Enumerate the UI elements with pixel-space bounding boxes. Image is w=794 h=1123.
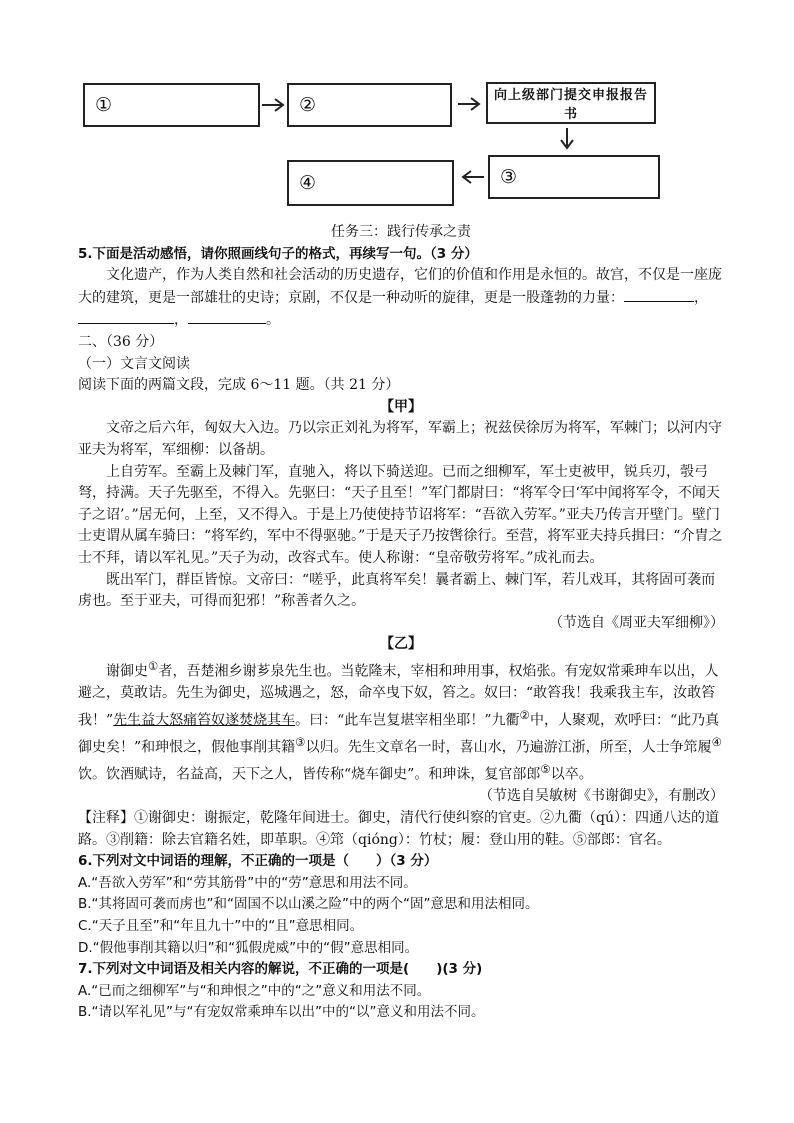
q6-option-a: A.“吾欲入劳军”和“劳其筋骨”中的“劳”意思和用法不同。: [78, 874, 417, 891]
document-body: [78, 222, 724, 1024]
flow-box-3-label: ③: [500, 166, 518, 188]
yi-text-f: 以归。先生文章名一时，喜山水，乃遍游江浙，所至，人士争筇履: [305, 739, 712, 756]
q5-blank-2[interactable]: [78, 309, 174, 324]
flow-box-4-label: ④: [299, 172, 317, 194]
flow-box-2-label: ②: [299, 94, 317, 116]
q6-option-d: D.“假他事削其籍以归”和“狐假虎威”中的“假”意思相同。: [78, 939, 419, 956]
jia-label: 【甲】: [380, 398, 422, 415]
notes: 【注释】①谢御史：谢振定，乾隆年间进士。御史，清代行使纠察的官吏。②九衢（qú）：四通八达的道路。③削籍：除去官籍名姓，即革职。④筇（qióng）：竹杖；履：登山用的鞋。⑤部郎：官名。: [78, 810, 719, 848]
section2-sub1: （一）文言文阅读: [78, 355, 190, 372]
yi-label: 【乙】: [380, 636, 422, 653]
yi-text-e: 中，人聚观，欢呼曰：“此乃真御史矣！”和珅恨之，假他事削其籍: [78, 712, 720, 756]
flow-box-4: [287, 160, 454, 206]
arrow-right-icon: [260, 95, 288, 115]
yi-text-a: 谢御史: [106, 663, 148, 680]
section2-instruction: 阅读下面的两篇文段，完成 6～11 题。（共 21 分）: [78, 377, 400, 394]
yi-underlined-sentence: 先生益大怒痛笞奴遂焚烧其车: [113, 712, 296, 729]
q5-passage-text: 文化遗产，作为人类自然和社会活动的历史遗存，它们的价值和作用是永恒的。故宫，不仅是一座庞大的建筑，更是一部雄壮的史诗；京剧，不仅是一种动听的旋律，更是一股蓬勃的力量：: [78, 267, 722, 306]
q7-option-b: B.“请以军礼见”与“有宠奴常乘珅车以出”中的“以”意义和用法不同。: [78, 1004, 485, 1021]
arrow-right-icon: [456, 94, 484, 114]
flow-box-report-label: 向上级部门提交申报报告书: [493, 88, 648, 122]
section2-heading: 二、（36 分）: [78, 333, 164, 350]
jia-paragraph-3: 既出军门，群臣皆惊。文帝曰：“嗟乎，此真将军矣！曩者霸上、棘门军，若儿戏耳，其将固可袭而虏也。至于亚夫，可得而犯邪！”称善者久之。: [78, 571, 716, 610]
jia-paragraph-2: 上自劳军。至霸上及棘门军，直驰入，将以下骑送迎。已而之细柳军，军士吏被甲，锐兵刃，彀弓弩，持满。天子先驱至，不得入。先驱曰：“天子且至！”军门都尉曰：“将军令曰‘军中闻将军令，不闻天子之诏’。”居无何，上至，又不得入。于是上乃使使持节诏将军：“吾欲入劳军。”亚夫乃传言开壁门。壁门士吏谓从属车骑曰：“将军约，军中不得驱驰。”于是天子乃按辔徐行。至营，将军亚夫持兵揖曰：“介胄之士不拜，请以军礼见。”天子为动，改容式车。使人称谢：“皇帝敬劳将军。”成礼而去。: [78, 463, 723, 566]
note-ref-3: ③: [295, 734, 306, 749]
yi-source: （节选自吴敏树《书谢御史》，有删改）: [479, 788, 724, 805]
flow-box-1: [83, 83, 260, 127]
q5-blank-1[interactable]: [624, 287, 694, 302]
q5-prompt: 5.下面是活动感悟，请你照画线句子的格式，再续写一句。（3 分）: [78, 245, 478, 262]
flow-box-report: [486, 82, 656, 124]
yi-text-g: 饮。饮酒赋诗，名益高，天下之人，皆传称“烧车御史”。和珅诛，复官部郎: [78, 766, 541, 783]
note-ref-4: ④: [711, 734, 723, 749]
yi-text-d: 。曰：“此车岂复堪宰相坐耶！”九衢: [295, 712, 520, 729]
flow-box-2: [287, 83, 452, 127]
task3-title: 任务三：践行传承之责: [331, 224, 471, 240]
q5-sep-2: ，: [174, 312, 188, 329]
arrow-down-icon: [557, 126, 577, 152]
yi-text-h: 以卒。: [550, 766, 593, 783]
yi-paragraph: [78, 656, 724, 787]
jia-paragraph-1: 文帝之后六年，匈奴大入边。乃以宗正刘礼为将军，军霸上；祝兹侯徐厉为将军，军棘门；以河内守亚夫为将军，军细柳：以备胡。: [78, 420, 722, 458]
q5-blank-3[interactable]: [188, 309, 266, 324]
q5-end: 。: [266, 312, 280, 329]
q5-sep-1: ，: [694, 289, 708, 306]
flowchart: [0, 0, 794, 230]
note-ref-1: ①: [148, 658, 159, 673]
q6-option-c: C.“天子且至”和“年且九十”中的“且”意思相同。: [78, 918, 364, 935]
q6-prompt: 6.下列对文中词语的理解，不正确的一项是（ ）（3 分）: [78, 853, 438, 870]
q7-option-a: A.“已而之细柳军”与“和珅恨之”中的“之”意义和用法不同。: [78, 982, 431, 999]
q5-passage: [78, 265, 724, 332]
note-ref-2: ②: [519, 707, 530, 722]
flow-box-1-label: ①: [95, 94, 113, 116]
yi-text-b: 者，吾楚湘乡谢芗泉先生也。当乾隆末，宰相和珅用事，权焰张。有宠奴常乘珅车以出，人避之，莫敢诘。先生为御史，巡城遇之，怒，命卒曳下奴，笞之。奴曰：“敢笞我！我乘我主车，汝敢笞我！”: [78, 663, 719, 729]
flow-box-3: [488, 155, 660, 199]
q6-option-b: B.“其将固可袭而虏也”和“固国不以山溪之险”中的两个“固”意思和用法相同。: [78, 896, 539, 913]
jia-source: （节选自《周亚夫军细柳》）: [549, 614, 724, 631]
q7-prompt: 7.下列对文中词语及相关内容的解说，不正确的一项是( )(3 分): [78, 961, 483, 978]
note-ref-5: ⑤: [540, 762, 551, 777]
arrow-left-icon: [458, 167, 486, 187]
